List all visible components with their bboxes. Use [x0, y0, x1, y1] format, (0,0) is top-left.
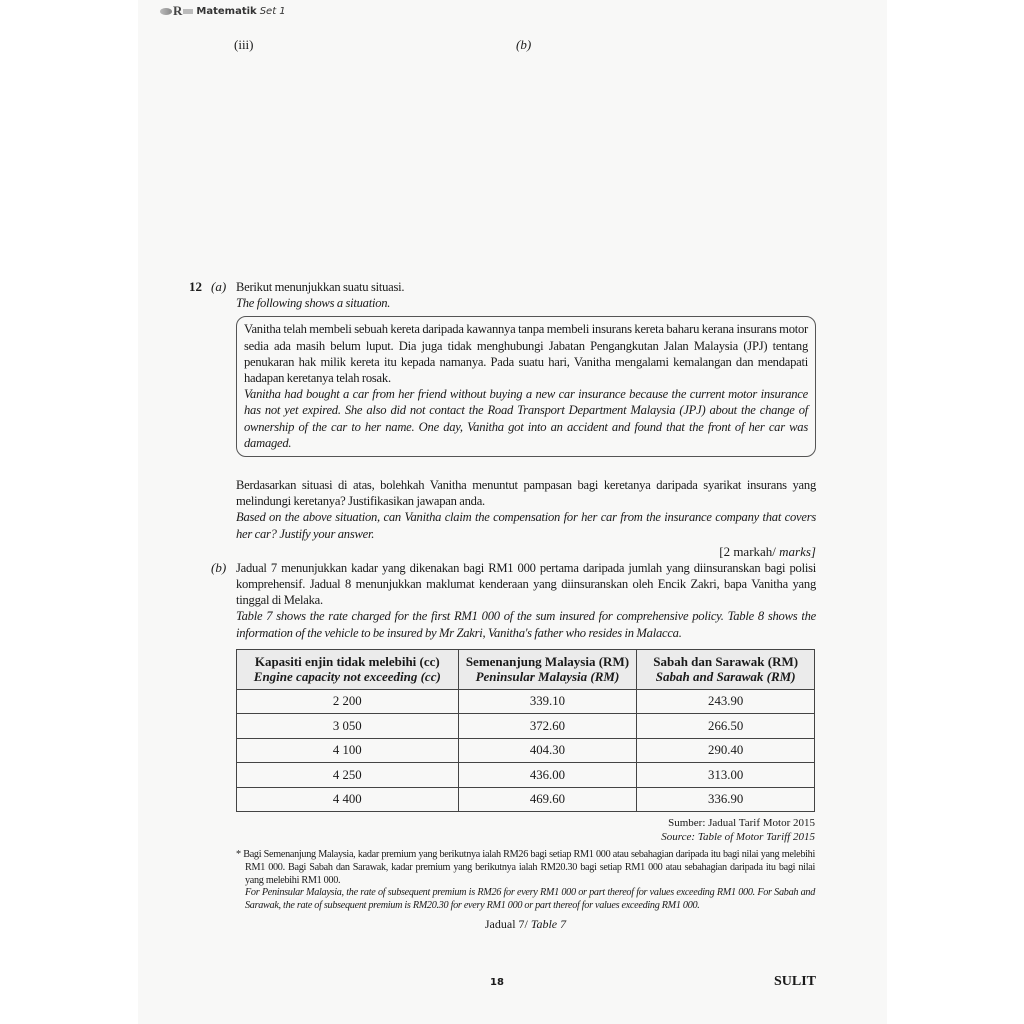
table-header-row [237, 649, 815, 689]
footnote-en: For Peninsular Malaysia, the rate of subsequent premium is RM26 for every RM1 000 or part thereof for values exceeding RM1 000. For Sabah and Sarawak, the rate of subsequent premium is RM20.30 for every RM1 000 or part thereof for values exceeding RM1 000. [245, 887, 815, 912]
question-column [189, 0, 816, 952]
question-12-part-a [189, 279, 816, 311]
cell-sabah-sarawak-rate: 313.00 [637, 763, 815, 788]
part-b-en: Table 7 shows the rate charged for the first RM1 000 of the sum insured for comprehensive policy. Table 8 shows the information of the vehicle to be insured by Mr Zakri, Vanitha's father who resides in Malacca. [236, 609, 816, 640]
table-row [237, 689, 815, 714]
part-a-label: (a) [211, 279, 227, 294]
table-row [237, 738, 815, 763]
cell-sabah-sarawak-rate: 266.50 [637, 714, 815, 739]
page-number: 18 [490, 976, 504, 988]
rate-table [236, 649, 815, 813]
table-row [237, 787, 815, 812]
header-engine-capacity: Kapasiti enjin tidak melebihi (cc) Engine capacity not exceeding (cc) [237, 649, 459, 689]
header-peninsular: Semenanjung Malaysia (RM) Peninsular Malaysia (RM) [458, 649, 637, 689]
cell-engine-capacity: 4 100 [237, 738, 459, 763]
table-caption: Jadual 7/ Table 7 [484, 916, 567, 931]
footnote-ms: * Bagi Semenanjung Malaysia, kadar premium yang berikutnya ialah RM26 bagi setiap RM1 000 atau sebahagian daripada itu bagi nilai yang melebihi RM1 000. Bagi Sabah dan Sarawak, kadar premium yang berikutnya ialah RM20.30 bagi setiap RM1 000 atau sebahagian daripada itu bagi nilai yang melebihi RM1 000. [236, 849, 815, 886]
part-b-text [236, 560, 816, 641]
cell-engine-capacity: 3 050 [237, 714, 459, 739]
cell-peninsular-rate: 404.30 [458, 738, 637, 763]
part-b-label: (b) [211, 559, 227, 575]
table-row [237, 714, 815, 739]
situation-en: Vanitha had bought a car from her friend without buying a new car insurance because the current motor insurance has not yet expired. She also did not contact the Road Transport Department Malaysia (JPJ) about the change of ownership of the car to her name. One day, Vanitha got into an accident and found that the front of her car was damaged. [244, 387, 808, 450]
part-b-ms: Jadual 7 menunjukkan kadar yang dikenakan bagi RM1 000 pertama daripada jumlah yang diinsuranskan bagi polisi komprehensif. Jadual 8 menunjukkan maklumat kenderaan yang diinsuranskan oleh Encik Zakri, bapa Vanitha yang tinggal di Melaka. [236, 560, 816, 608]
cell-engine-capacity: 2 200 [237, 689, 459, 714]
source-en: Source: Table of Motor Tariff 2015 [661, 831, 815, 844]
situation-box [236, 316, 816, 457]
question-en: Based on the above situation, can Vanitha claim the compensation for her car from the insurance company that covers her car? Justify your answer. [236, 510, 816, 541]
table-row [237, 763, 815, 788]
cell-sabah-sarawak-rate: 336.90 [637, 787, 815, 812]
table-source [236, 816, 815, 844]
cell-sabah-sarawak-rate: 290.40 [637, 738, 815, 763]
cell-sabah-sarawak-rate: 243.90 [637, 689, 815, 714]
header-sabah-sarawak: Sabah dan Sarawak (RM) Sabah and Sarawak (RM) [637, 649, 815, 689]
header-set: Set 1 [259, 5, 286, 17]
cell-engine-capacity: 4 400 [237, 787, 459, 812]
header-subject: Matematik [196, 5, 257, 17]
classification-label: SULIT [773, 973, 816, 989]
cell-engine-capacity: 4 250 [237, 763, 459, 788]
source-ms: Sumber: Jadual Tarif Motor 2015 [668, 817, 815, 830]
page-footer [490, 974, 816, 996]
part-a-intro [236, 279, 816, 311]
question-number: 12 [189, 279, 202, 294]
situation-ms: Vanitha telah membeli sebuah kereta daripada kawannya tanpa membeli insurans kereta baharu kerana insurans motor sedia ada masih belum luput. Dia juga tidak menghubungi Jabatan Pengangkutan Jalan Malaysia (JPJ) tentang penukaran hak milik kereta itu kepada namanya. Pada suatu hari, Vanitha mengalami kemalangan dan mendapati hadapan keretanya telah rosak. [244, 322, 808, 386]
publisher-logo-icon: R [160, 3, 193, 19]
marks-label: [2 markah/ marks] [719, 543, 816, 559]
part-b-label-top: (b) [516, 37, 532, 52]
intro-en: The following shows a situation. [236, 296, 391, 311]
part-a-question [236, 477, 816, 542]
cell-peninsular-rate: 372.60 [458, 714, 637, 739]
part-iii-label: (iii) [234, 37, 254, 52]
intro-ms: Berikut menunjukkan suatu situasi. [236, 280, 405, 294]
cell-peninsular-rate: 339.10 [458, 689, 637, 714]
cell-peninsular-rate: 436.00 [458, 763, 637, 788]
cell-peninsular-rate: 469.60 [458, 787, 637, 812]
question-ms: Berdasarkan situasi di atas, bolehkah Vanitha menuntut pampasan bagi keretanya daripada syarikat insurans yang melindungi keretanya? Justifikasikan jawapan anda. [236, 478, 816, 509]
question-12-part-b [189, 560, 816, 641]
table-footnote [236, 849, 815, 913]
